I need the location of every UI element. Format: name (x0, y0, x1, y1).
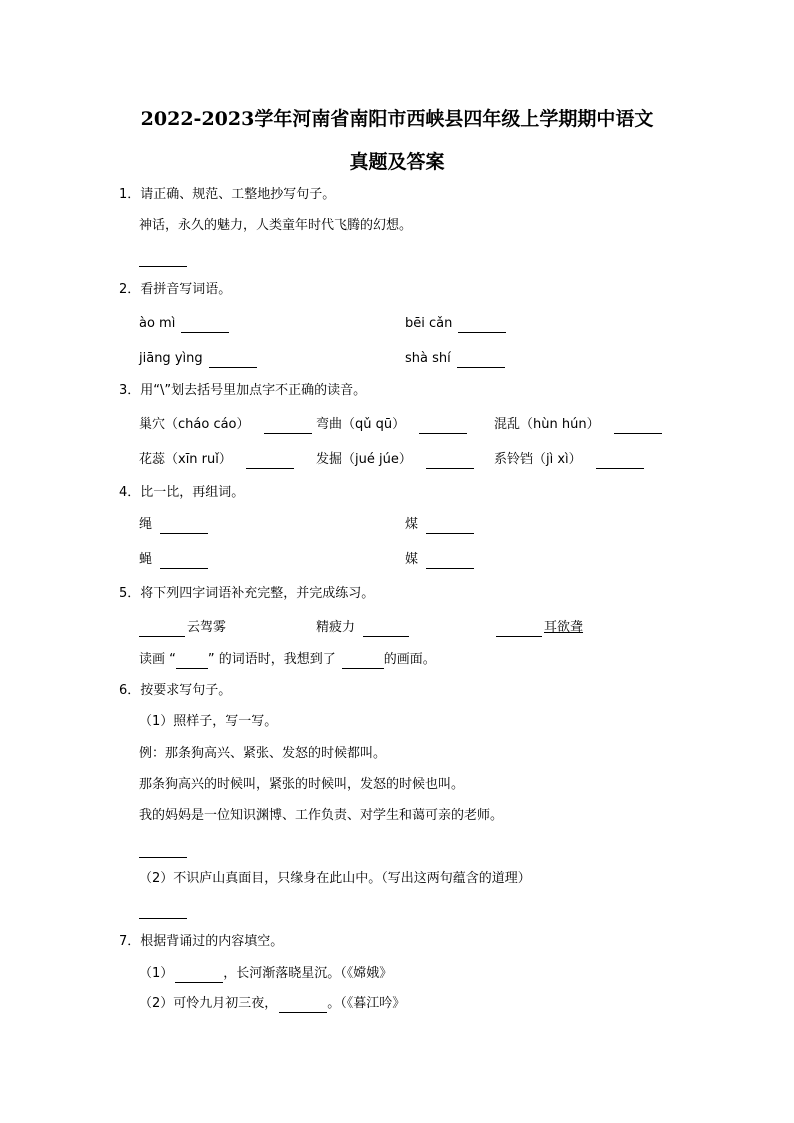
pinyin-item (405, 315, 506, 333)
idiom-text: 耳欲聋 (544, 620, 584, 635)
reading-item (494, 416, 662, 434)
reading-label: 系铃铛（jì xì） (494, 452, 582, 467)
idiom-text: 云驾雾 (187, 620, 227, 635)
question-6-stem: 6．按要求写句子。 (119, 683, 232, 698)
answer-blank[interactable] (176, 654, 208, 669)
question-6-answer-row (139, 840, 189, 858)
answer-blank[interactable] (181, 318, 229, 333)
question-1-answer-row (139, 249, 189, 267)
reading-item (139, 416, 312, 434)
answer-blank[interactable] (139, 622, 185, 637)
reading-label: 巢穴（cháo cáo） (139, 417, 250, 432)
answer-blank[interactable] (426, 519, 474, 534)
answer-blank[interactable] (160, 554, 208, 569)
character-label: 蝇 (139, 552, 153, 567)
example-sentence-1: 例：那条狗高兴、紧张、发怒的时候都叫。 (139, 746, 387, 761)
reading-item (494, 451, 644, 469)
idiom-item (316, 619, 409, 637)
reading-item (316, 451, 474, 469)
answer-blank[interactable] (496, 622, 542, 637)
question-6-answer-row (139, 901, 189, 919)
sentence-part: ” 的词语时，我想到了 (207, 652, 336, 667)
reading-item (316, 416, 467, 434)
answer-blank[interactable] (614, 419, 662, 434)
question-1-sentence: 神话，永久的魅力，人类童年时代飞腾的幻想。 (139, 218, 413, 233)
example-sentence-2: 那条狗高兴的时候叫，紧张的时候叫，发怒的时候也叫。 (139, 777, 465, 792)
answer-blank[interactable] (175, 968, 223, 983)
character-label: 媒 (405, 552, 419, 567)
question-2-stem: 2．看拼音写词语。 (119, 282, 232, 297)
question-5-sentence (139, 651, 436, 669)
reading-item (139, 451, 294, 469)
answer-blank[interactable] (279, 998, 327, 1013)
reading-label: 发掘（jué júe） (316, 452, 412, 467)
question-6-sub1: （1）照样子，写一写。 (139, 714, 278, 729)
answer-blank[interactable] (342, 654, 384, 669)
compare-item (405, 551, 474, 569)
answer-blank[interactable] (419, 419, 467, 434)
character-label: 绳 (139, 517, 153, 532)
poem-text: （2）可怜九月初三夜， (139, 996, 278, 1011)
idiom-text: 精疲力 (316, 620, 356, 635)
answer-blank[interactable] (426, 454, 474, 469)
compare-item (139, 551, 208, 569)
reading-label: 混乱（hùn hún） (494, 417, 600, 432)
character-label: 煤 (405, 517, 419, 532)
reading-label: 弯曲（qǔ qū） (316, 417, 406, 432)
question-6-sub2: （2）不识庐山真面目，只缘身在此山中。（写出这两句蕴含的道理） (139, 871, 531, 886)
answer-blank[interactable] (264, 419, 312, 434)
idiom-item (139, 619, 226, 637)
answer-blank[interactable] (160, 519, 208, 534)
sentence-part: 读画 “ (139, 652, 176, 667)
answer-blank[interactable] (139, 252, 187, 267)
answer-blank[interactable] (363, 622, 409, 637)
answer-blank[interactable] (209, 353, 257, 368)
recite-item (139, 965, 392, 983)
page-title-line1: 2022-2023学年河南省南阳市西峡县四年级上学期期中语文 (140, 108, 654, 130)
question-7-stem: 7．根据背诵过的内容填空。 (119, 934, 284, 949)
answer-blank[interactable] (457, 353, 505, 368)
page-title-line2: 真题及答案 (349, 151, 445, 173)
question-1-stem: 1．请正确、规范、工整地抄写句子。 (119, 187, 336, 202)
pinyin-item (139, 315, 229, 333)
answer-blank[interactable] (139, 904, 187, 919)
answer-blank[interactable] (139, 843, 187, 858)
pinyin-label: ào mì (139, 316, 176, 331)
recite-item (139, 995, 405, 1013)
poem-text: 。（《暮江吟》 (327, 996, 406, 1011)
pinyin-item (139, 350, 257, 368)
item-number: （1） (139, 966, 174, 981)
compare-item (139, 516, 208, 534)
answer-blank[interactable] (596, 454, 644, 469)
question-3-stem: 3．用“\”划去括号里加点字不正确的读音。 (119, 383, 367, 398)
answer-blank[interactable] (246, 454, 294, 469)
answer-blank[interactable] (458, 318, 506, 333)
pinyin-label: jiāng yìng (139, 351, 203, 366)
question-4-stem: 4．比一比，再组词。 (119, 485, 245, 500)
pinyin-label: shà shí (405, 351, 451, 366)
answer-blank[interactable] (426, 554, 474, 569)
compare-item (405, 516, 474, 534)
sentence-part: 的画面。 (383, 652, 436, 667)
idiom-item (496, 619, 583, 637)
pinyin-label: bēi cǎn (405, 316, 453, 331)
question-5-stem: 5．将下列四字词语补充完整，并完成练习。 (119, 586, 375, 601)
poem-text: ，长河渐落晓星沉。（《嫦娥》 (223, 966, 393, 981)
pinyin-item (405, 350, 505, 368)
task-sentence: 我的妈妈是一位知识渊博、工作负责、对学生和蔼可亲的老师。 (139, 808, 504, 823)
reading-label: 花蕊（xīn ruǐ） (139, 452, 232, 467)
